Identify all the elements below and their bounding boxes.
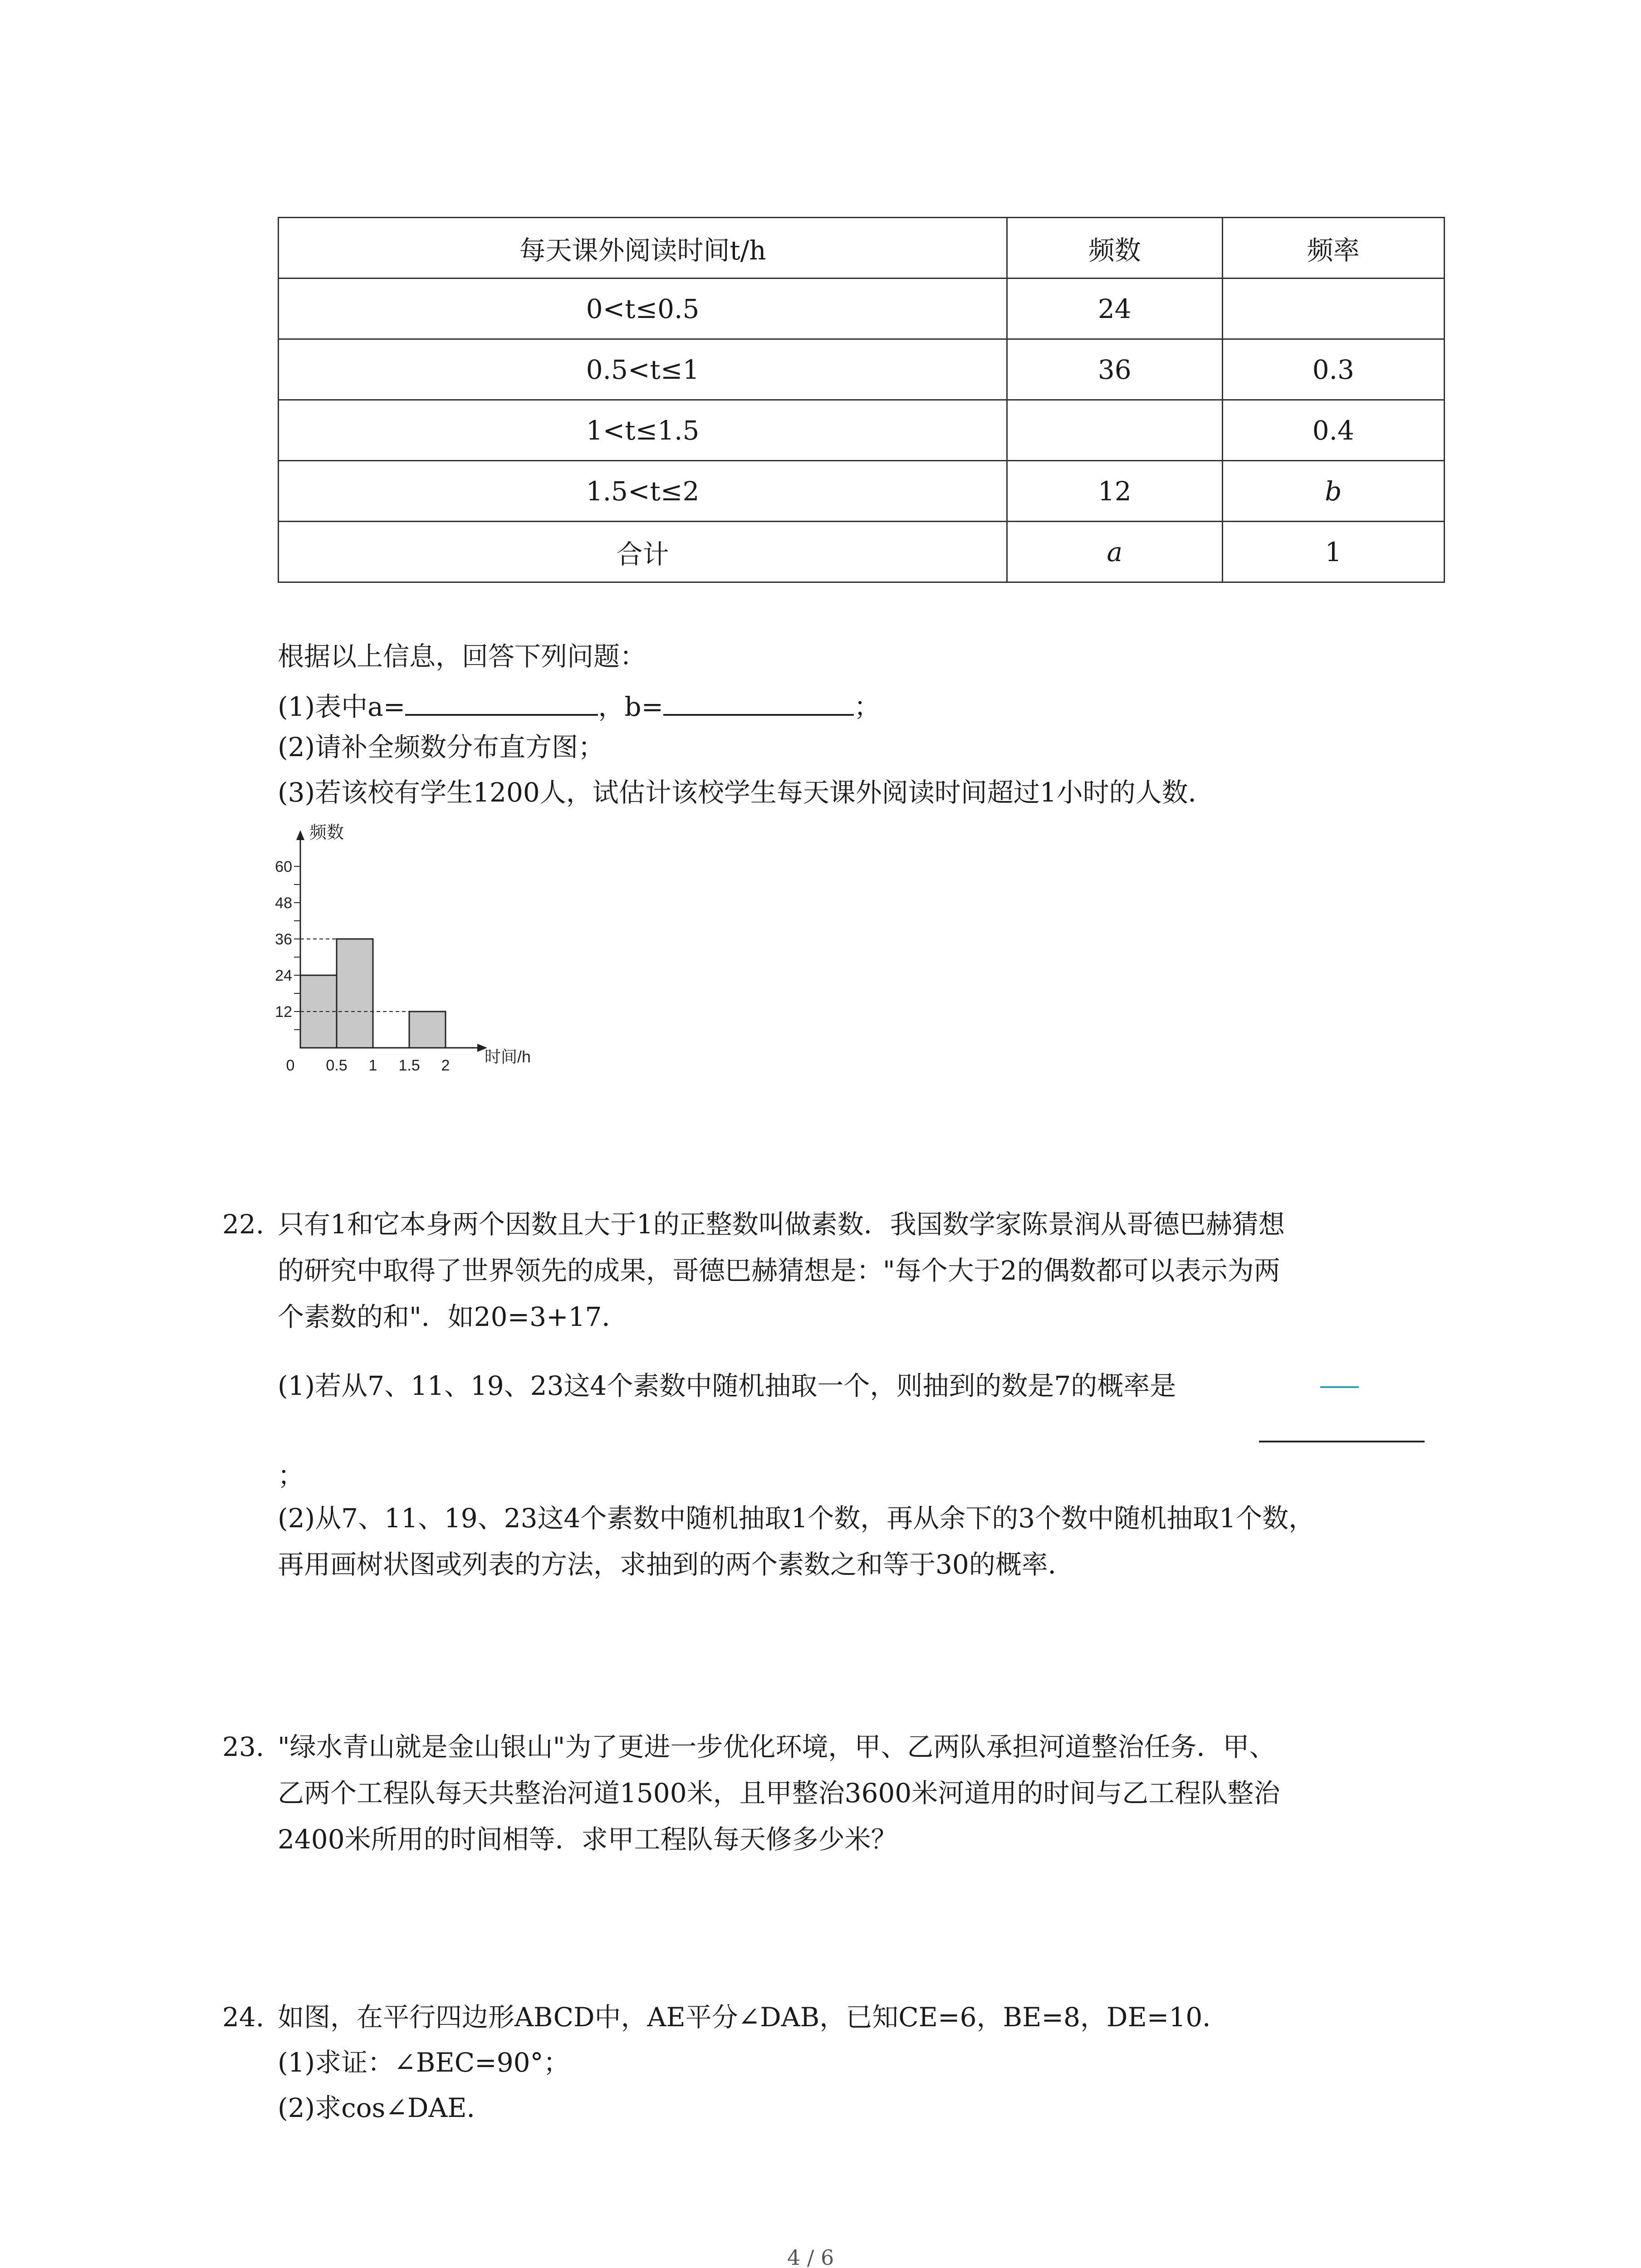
table-cell: b bbox=[1222, 461, 1444, 522]
histogram-bar bbox=[300, 975, 337, 1048]
q22-part2: (2)从7、11、19、23这4个素数中随机抽取1个数，再从余下的3个数中随机抽取1个数， bbox=[278, 1503, 1315, 1534]
table-cell bbox=[1007, 400, 1222, 461]
y-axis-label: 频数 bbox=[309, 823, 344, 842]
q22-part1-end: ； bbox=[278, 1460, 304, 1491]
frequency-table bbox=[278, 217, 1445, 583]
x-axis-label: 时间/h bbox=[485, 1047, 531, 1066]
table-row bbox=[279, 400, 1445, 461]
x-tick-label: 2 bbox=[441, 1057, 450, 1074]
table-row bbox=[279, 461, 1445, 522]
x-tick-label: 0.5 bbox=[326, 1057, 348, 1074]
table-cell: 合计 bbox=[279, 522, 1007, 582]
fraction-bar bbox=[1320, 1386, 1359, 1388]
table-header-cell: 每天课外阅读时间t/h bbox=[279, 218, 1007, 279]
y-tick-label: 12 bbox=[275, 1003, 292, 1021]
table-row bbox=[279, 522, 1445, 582]
table-row bbox=[279, 339, 1445, 400]
q24-line: 如图，在平行四边形ABCD中，AE平分∠DAB，已知CE=6，BE=8，DE=10． bbox=[278, 2002, 1229, 2033]
table-cell: a bbox=[1007, 522, 1222, 582]
y-tick-label: 60 bbox=[275, 858, 292, 875]
table-cell: 0.5<t≤1 bbox=[279, 339, 1007, 400]
y-tick-label: 48 bbox=[275, 894, 292, 912]
histogram-plot bbox=[275, 830, 487, 1074]
q21-part2: (2)请补全频数分布直方图； bbox=[278, 732, 605, 763]
table-cell: 0<t≤0.5 bbox=[279, 279, 1007, 339]
table-cell: 36 bbox=[1007, 339, 1222, 400]
q21-part1-mid: ，b= bbox=[598, 691, 664, 722]
q23-number: 23. bbox=[222, 1731, 265, 1762]
q22-part1: (1)若从7、11、19、23这4个素数中随机抽取一个，则抽到的数是7的概率是 bbox=[278, 1370, 1176, 1401]
histogram-bar bbox=[337, 939, 373, 1048]
q23-line: "绿水青山就是金山银山"为了更进一步优化环境，甲、乙两队承担河道整治任务．甲、 bbox=[278, 1731, 1276, 1762]
table-cell bbox=[1222, 279, 1444, 339]
page-number: 4 / 6 bbox=[787, 2245, 834, 2268]
table-cell: 0.4 bbox=[1222, 400, 1444, 461]
q22-line: 的研究中取得了世界领先的成果，哥德巴赫猜想是："每个大于2的偶数都可以表示为两 bbox=[278, 1255, 1280, 1286]
q21-part3: (3)若该校有学生1200人，试估计该校学生每天课外阅读时间超过1小时的人数． bbox=[278, 777, 1215, 808]
table-cell: 24 bbox=[1007, 279, 1222, 339]
q21-part1-end: ； bbox=[854, 691, 881, 722]
table-header-cell: 频数 bbox=[1007, 218, 1222, 279]
q22-line: 个素数的和"．如20=3+17． bbox=[278, 1301, 628, 1332]
answer-blank-probability[interactable] bbox=[1259, 1441, 1425, 1442]
table-cell: 1<t≤1.5 bbox=[279, 400, 1007, 461]
q21-part1 bbox=[278, 689, 880, 720]
q22-line: 只有1和它本身两个因数且大于1的正整数叫做素数．我国数学家陈景润从哥德巴赫猜想 bbox=[278, 1209, 1285, 1240]
q24-part2: (2)求cos∠DAE． bbox=[278, 2092, 493, 2123]
y-axis-arrow bbox=[296, 830, 304, 840]
q23-line: 2400米所用的时间相等．求甲工程队每天修多少米？ bbox=[278, 1824, 897, 1855]
table-header-cell: 频率 bbox=[1222, 218, 1444, 279]
q22-number: 22. bbox=[222, 1209, 265, 1240]
q24-number: 24. bbox=[222, 2002, 265, 2033]
answer-blank-a[interactable] bbox=[405, 689, 598, 716]
histogram-bar bbox=[409, 1012, 446, 1048]
q23-line: 乙两个工程队每天共整治河道1500米，且甲整治3600米河道用的时间与乙工程队整治 bbox=[278, 1778, 1280, 1809]
table-cell: 0.3 bbox=[1222, 339, 1444, 400]
q21-intro: 根据以上信息，回答下列问题： bbox=[278, 641, 647, 672]
table-cell: 1.5<t≤2 bbox=[279, 461, 1007, 522]
table-header-row bbox=[279, 218, 1445, 279]
table-cell: 1 bbox=[1222, 522, 1444, 582]
y-tick-label: 36 bbox=[275, 931, 292, 948]
histogram-chart bbox=[272, 816, 563, 1075]
table-row bbox=[279, 279, 1445, 339]
q24-part1: (1)求证：∠BEC=90°； bbox=[278, 2047, 570, 2078]
x-tick-label: 1.5 bbox=[398, 1057, 420, 1074]
q22-part2: 再用画树状图或列表的方法，求抽到的两个素数之和等于30的概率． bbox=[278, 1549, 1074, 1580]
q21-part1-prefix: (1)表中a= bbox=[278, 691, 406, 722]
x-tick-label: 1 bbox=[368, 1057, 377, 1074]
table-cell: 12 bbox=[1007, 461, 1222, 522]
y-tick-label: 24 bbox=[275, 967, 292, 984]
x-tick-label: 0 bbox=[286, 1057, 295, 1074]
answer-blank-b[interactable] bbox=[663, 689, 854, 716]
